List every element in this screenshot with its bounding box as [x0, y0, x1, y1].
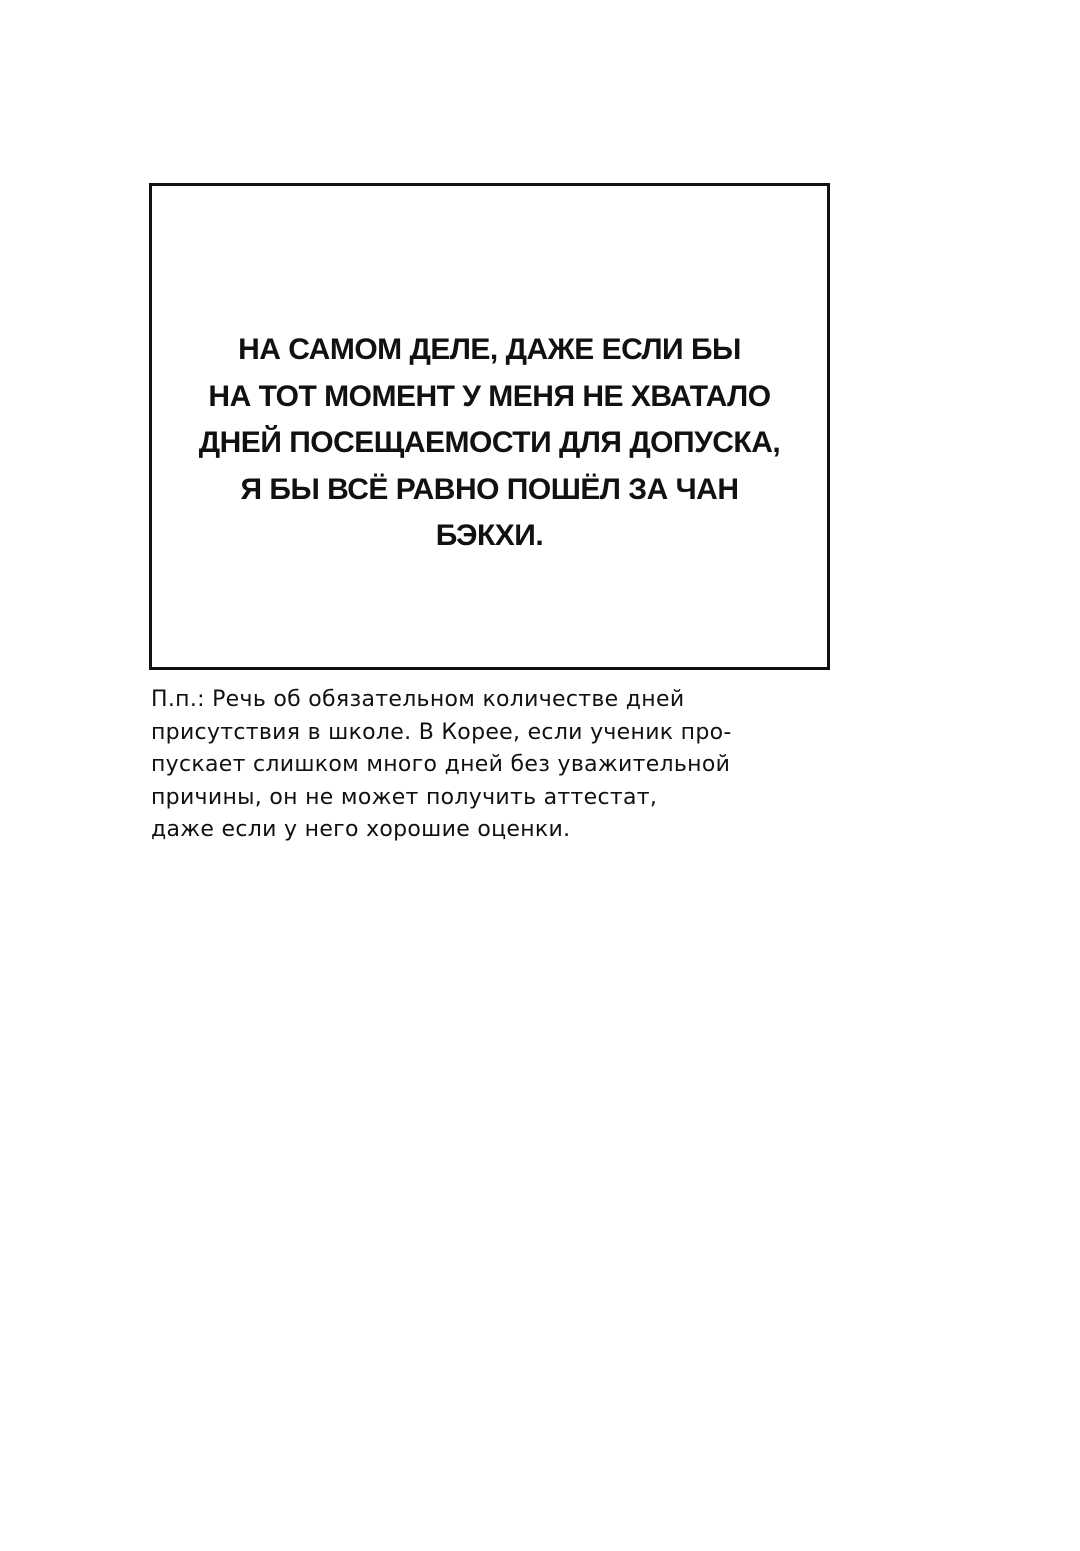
caption-line: БЭКХИ.: [435, 519, 544, 552]
caption-line: НА ТОТ МОМЕНТ У МЕНЯ НЕ ХВАТАЛО: [208, 379, 771, 413]
note-line: пускает слишком много дней без уважительной: [151, 752, 731, 777]
note-line: присутствия в школе. В Корее, если ученик про-: [151, 719, 732, 745]
panel-caption: [152, 327, 827, 560]
comic-panel: [149, 183, 830, 670]
note-line: даже если у него хорошие оценки.: [151, 817, 571, 842]
note-line: причины, он не может получить аттестат,: [151, 784, 658, 810]
caption-line: ДНЕЙ ПОСЕЩАЕМОСТИ ДЛЯ ДОПУСКА,: [198, 426, 781, 459]
note-line: П.п.: Речь об обязательном количестве дней: [151, 687, 685, 712]
caption-line: НА САМОМ ДЕЛЕ, ДАЖЕ ЕСЛИ БЫ: [238, 333, 741, 366]
caption-line: Я БЫ ВСЁ РАВНО ПОШЁЛ ЗА ЧАН: [240, 472, 739, 506]
translator-note: [151, 684, 831, 847]
